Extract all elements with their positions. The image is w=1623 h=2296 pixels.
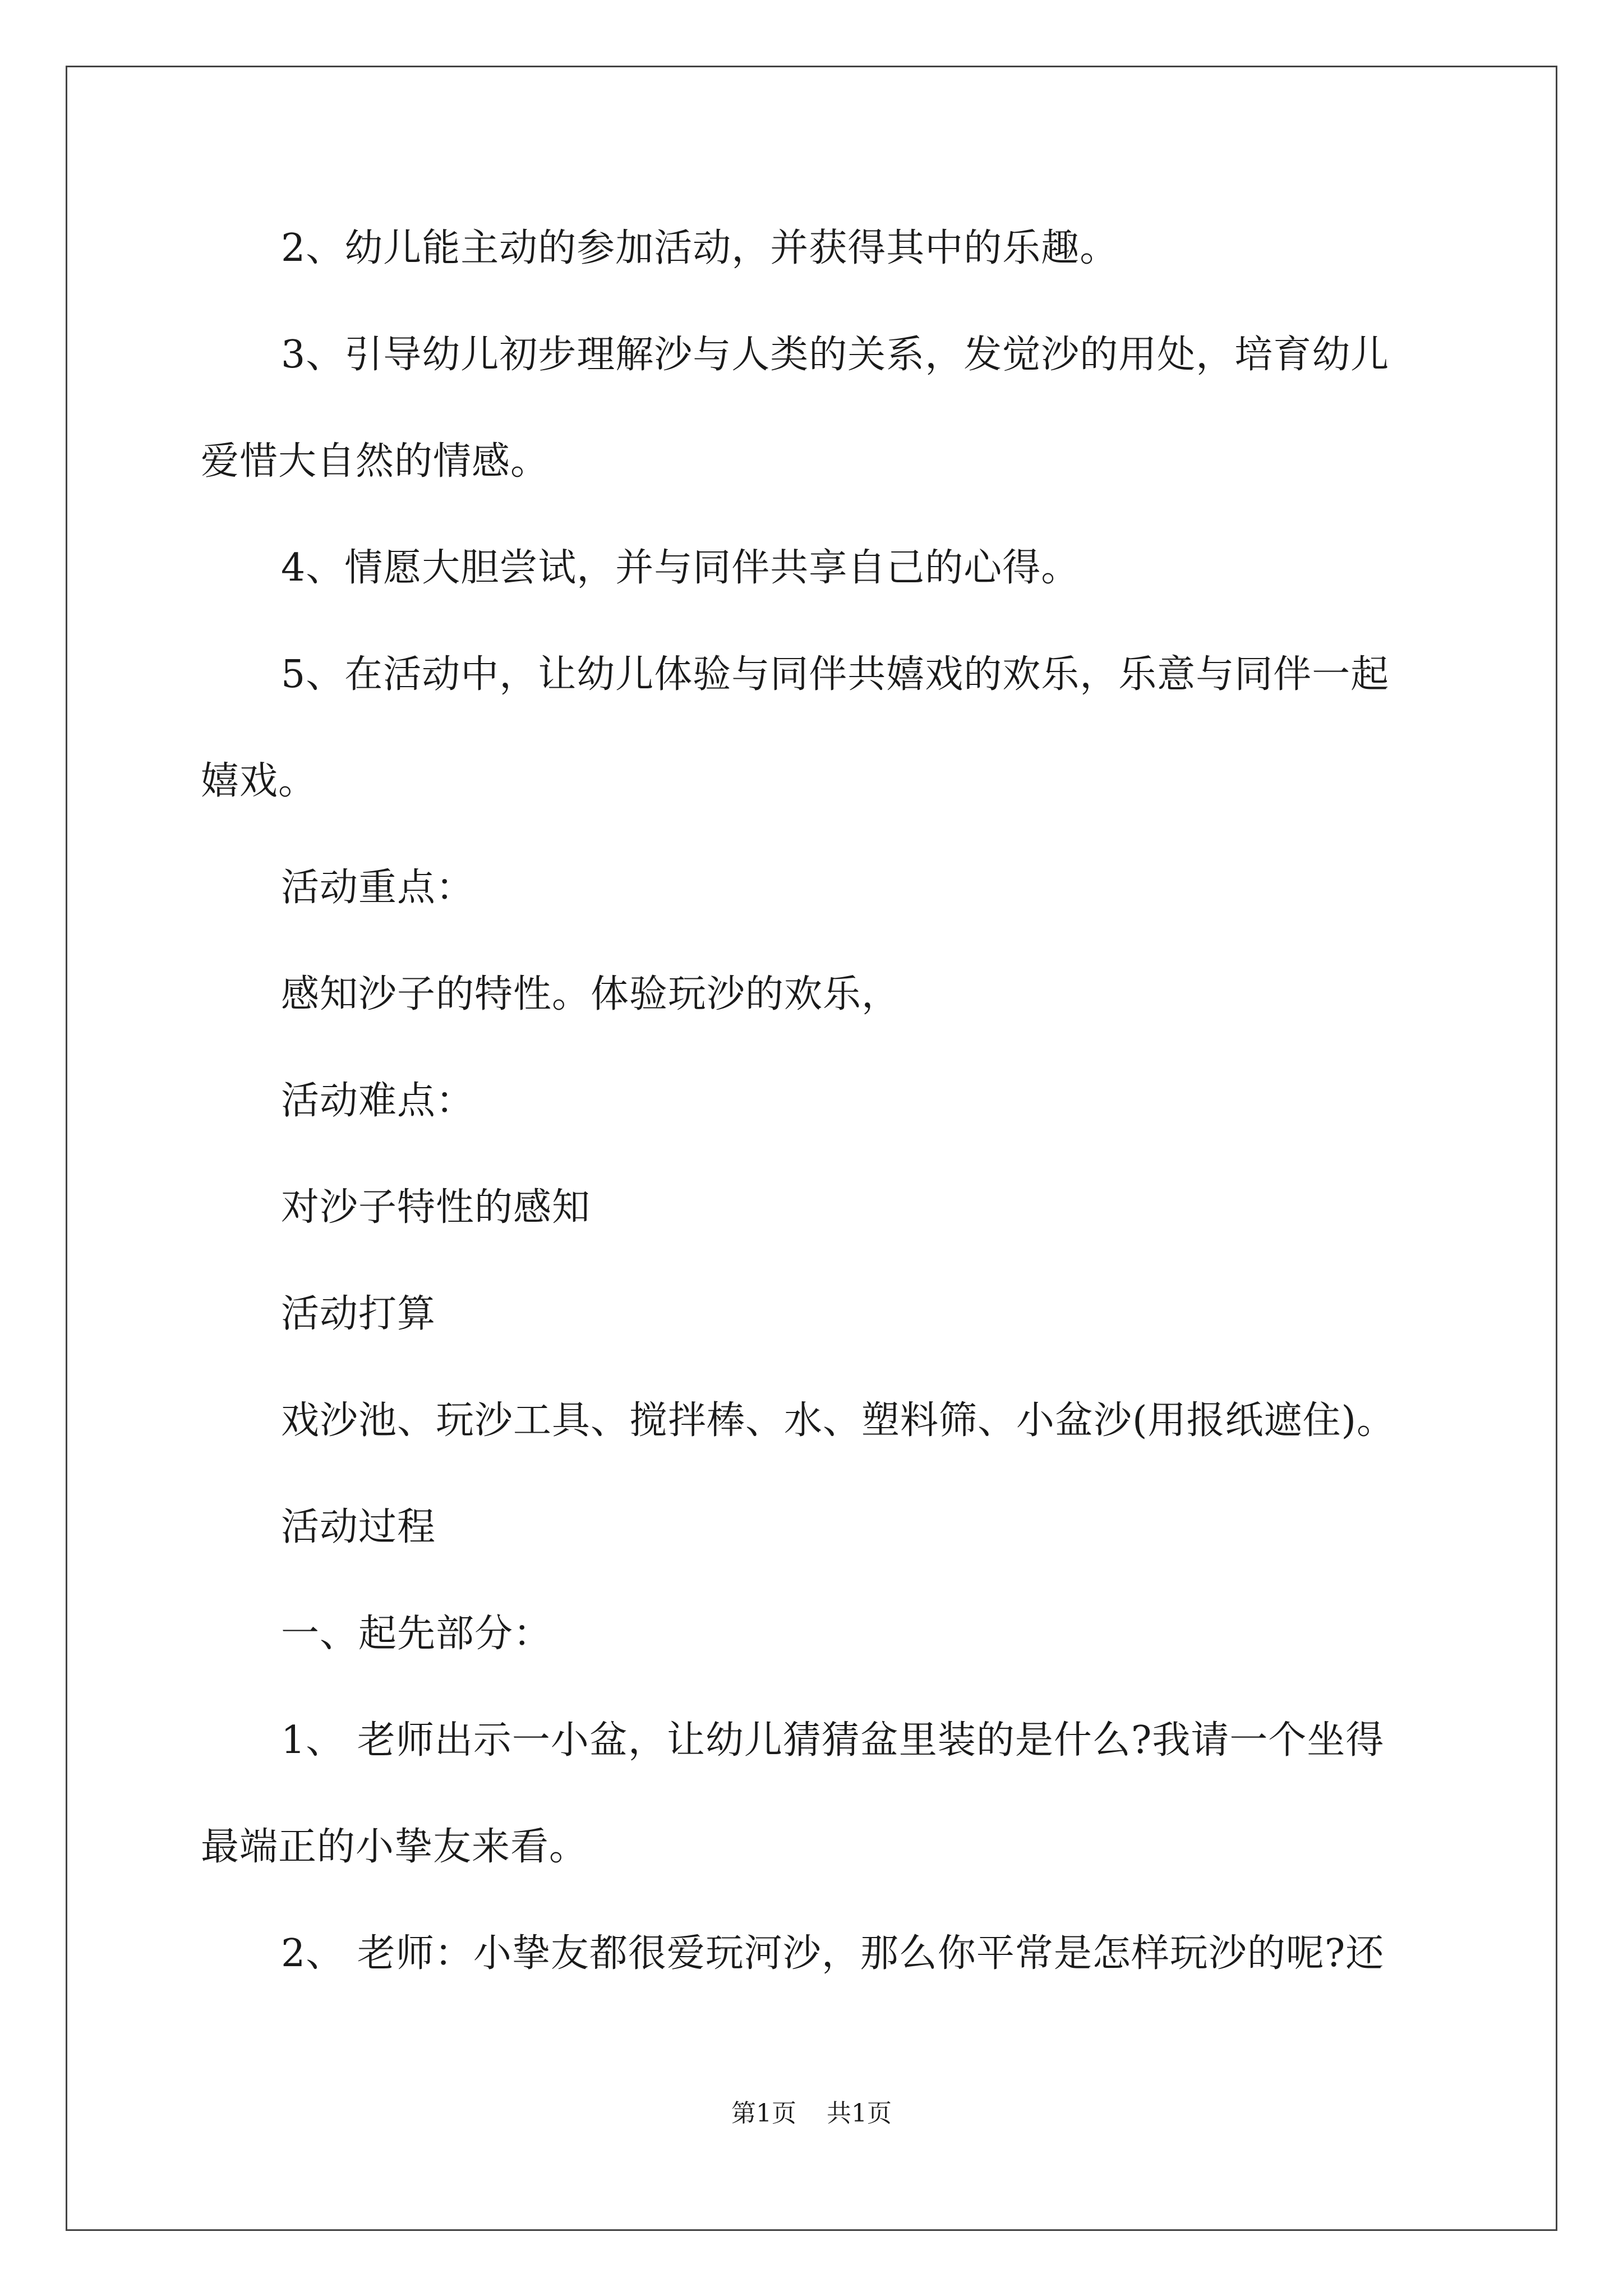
page-number-total: 共1页 bbox=[827, 2099, 892, 2128]
paragraph-line: 2、幼儿能主动的参加活动，并获得其中的乐趣。 bbox=[281, 226, 1119, 270]
section-heading: 一、起先部分： bbox=[281, 1612, 552, 1656]
paragraph-line: 2、 老师：小挚友都很爱玩河沙，那么你平常是怎样玩沙的呢?还 bbox=[281, 1931, 1385, 1976]
paragraph-line: 4、情愿大胆尝试，并与同伴共享自己的心得。 bbox=[281, 546, 1080, 590]
paragraph-line: 3、引导幼儿初步理解沙与人类的关系，发觉沙的用处，培育幼儿 bbox=[281, 333, 1390, 377]
paragraph-line: 戏沙池、玩沙工具、搅拌棒、水、塑料筛、小盆沙(用报纸遮住)。 bbox=[281, 1398, 1396, 1443]
page-footer bbox=[0, 2098, 1623, 2129]
section-heading: 活动难点： bbox=[281, 1079, 475, 1123]
paragraph-line: 感知沙子的特性。体验玩沙的欢乐， bbox=[281, 972, 901, 1016]
paragraph-line: 5、在活动中，让幼儿体验与同伴共嬉戏的欢乐，乐意与同伴一起 bbox=[281, 652, 1390, 697]
paragraph-line: 嬉戏。 bbox=[201, 759, 317, 803]
paragraph-line: 最端正的小挚友来看。 bbox=[201, 1825, 588, 1869]
paragraph-line: 1、 老师出示一小盆，让幼儿猜猜盆里装的是什么?我请一个坐得 bbox=[281, 1718, 1385, 1763]
section-heading: 活动打算 bbox=[281, 1292, 436, 1336]
section-heading: 活动重点： bbox=[281, 866, 475, 910]
paragraph-line: 爱惜大自然的情感。 bbox=[201, 439, 550, 484]
page-border bbox=[66, 66, 1557, 2231]
paragraph-line: 对沙子特性的感知 bbox=[281, 1185, 591, 1230]
page-number-current: 第1页 bbox=[731, 2099, 796, 2128]
section-heading: 活动过程 bbox=[281, 1505, 436, 1549]
